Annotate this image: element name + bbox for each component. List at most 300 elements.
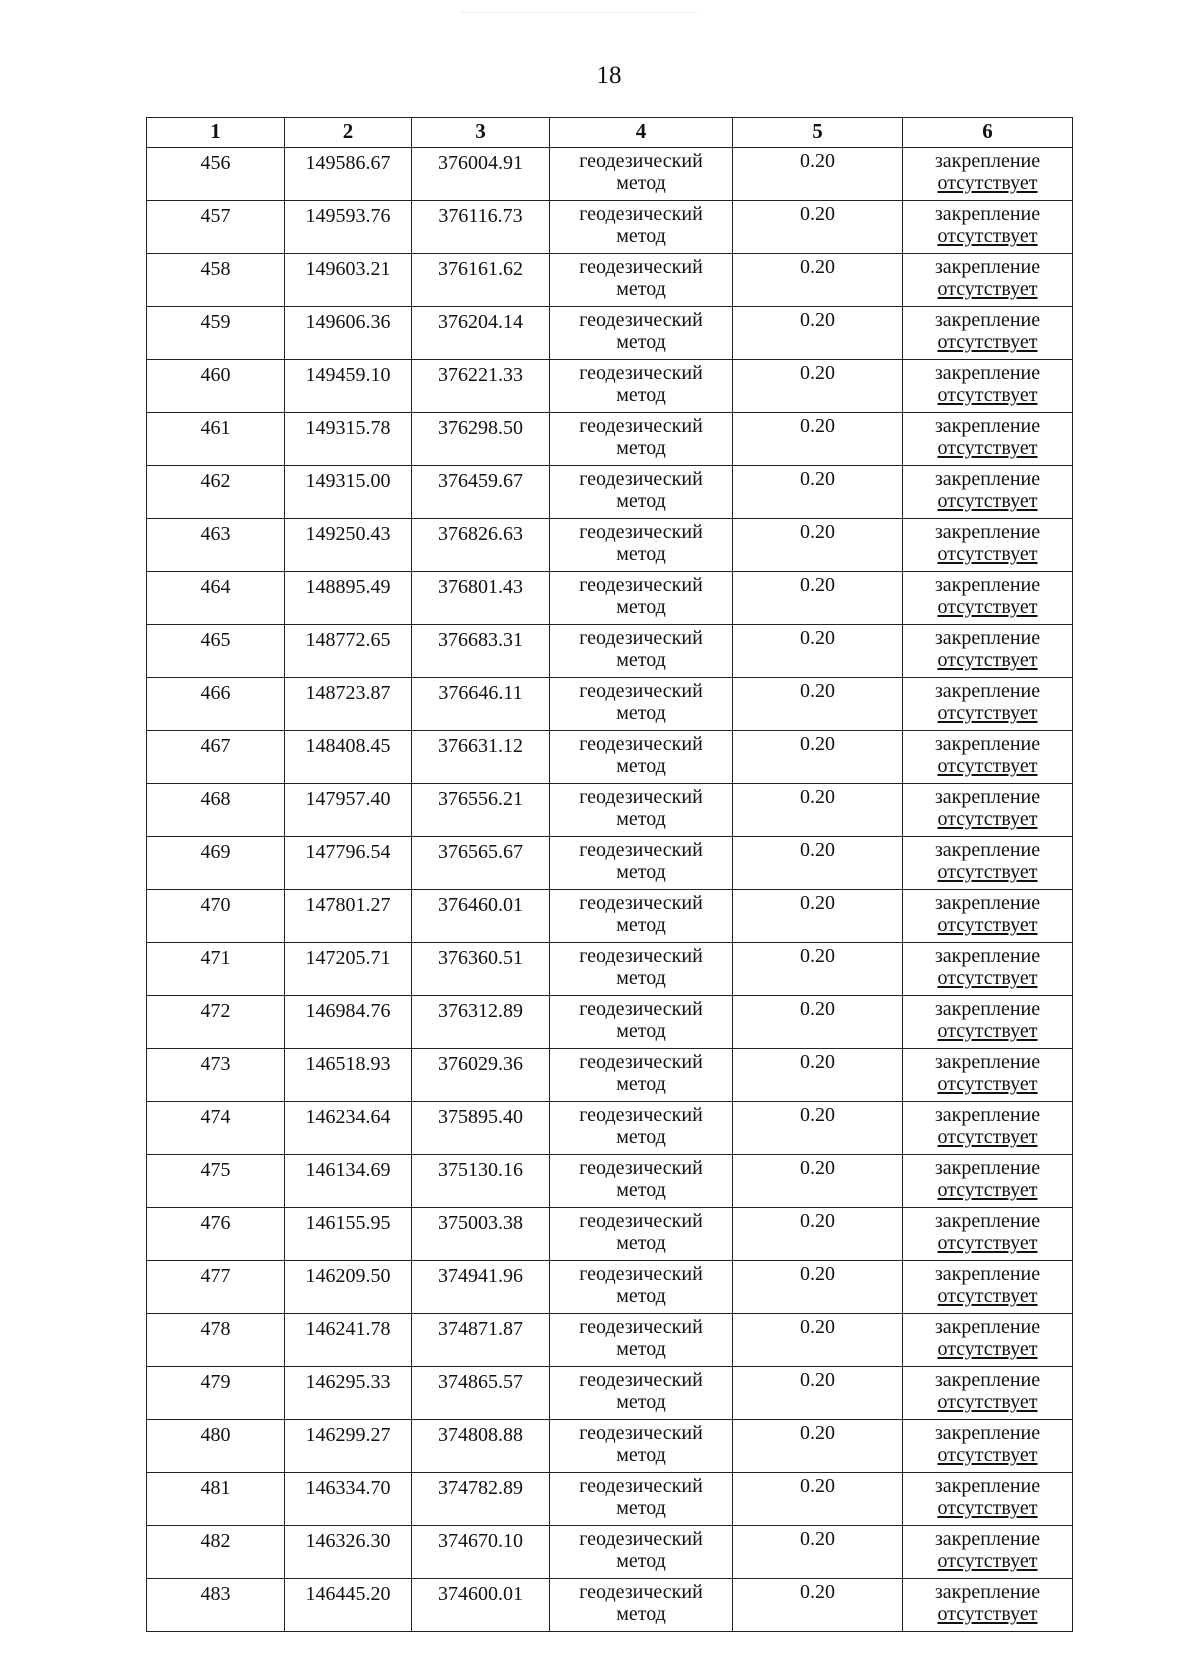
method-line-1: геодезический <box>579 945 703 967</box>
precision-cell: 0.20 <box>733 572 903 625</box>
x-coordinate-cell: 146518.93 <box>285 1049 412 1102</box>
column-header: 6 <box>903 118 1073 148</box>
fixation-line-1: закрепление <box>934 1157 1041 1179</box>
fixation-cell <box>903 254 1073 307</box>
method-cell <box>550 360 733 413</box>
method-line-2: метод <box>616 1020 666 1042</box>
fixation-line-2: отсутствует <box>937 225 1038 247</box>
coordinates-table <box>146 117 1073 1632</box>
method-line-1: геодезический <box>579 1316 703 1338</box>
method-cell <box>550 1261 733 1314</box>
method-line-2: метод <box>616 914 666 936</box>
precision-cell: 0.20 <box>733 837 903 890</box>
y-coordinate-cell: 375895.40 <box>412 1102 550 1155</box>
fixation-line-2: отсутствует <box>937 1179 1038 1201</box>
point-number-cell: 464 <box>147 572 285 625</box>
method-line-2: метод <box>616 225 666 247</box>
fixation-cell <box>903 466 1073 519</box>
x-coordinate-cell: 146209.50 <box>285 1261 412 1314</box>
y-coordinate-cell: 374865.57 <box>412 1367 550 1420</box>
y-coordinate-cell: 374782.89 <box>412 1473 550 1526</box>
x-coordinate-cell: 148408.45 <box>285 731 412 784</box>
point-number-cell: 465 <box>147 625 285 678</box>
fixation-line-1: закрепление <box>934 627 1041 649</box>
point-number-cell: 456 <box>147 148 285 201</box>
method-line-2: метод <box>616 490 666 512</box>
fixation-line-1: закрепление <box>934 203 1041 225</box>
method-line-2: метод <box>616 1444 666 1466</box>
precision-cell: 0.20 <box>733 996 903 1049</box>
point-number-cell: 480 <box>147 1420 285 1473</box>
precision-cell: 0.20 <box>733 784 903 837</box>
y-coordinate-cell: 374600.01 <box>412 1579 550 1632</box>
fixation-cell <box>903 1314 1073 1367</box>
point-number-cell: 473 <box>147 1049 285 1102</box>
fixation-line-2: отсутствует <box>937 596 1038 618</box>
y-coordinate-cell: 376312.89 <box>412 996 550 1049</box>
table-row <box>147 1367 1073 1420</box>
column-header: 4 <box>550 118 733 148</box>
table-row <box>147 731 1073 784</box>
y-coordinate-cell: 374808.88 <box>412 1420 550 1473</box>
fixation-line-1: закрепление <box>934 256 1041 278</box>
fixation-cell <box>903 519 1073 572</box>
fixation-line-1: закрепление <box>934 1422 1041 1444</box>
fixation-cell <box>903 360 1073 413</box>
x-coordinate-cell: 146326.30 <box>285 1526 412 1579</box>
method-line-1: геодезический <box>579 1263 703 1285</box>
table-row <box>147 1049 1073 1102</box>
method-line-2: метод <box>616 1232 666 1254</box>
table-row <box>147 1208 1073 1261</box>
fixation-cell <box>903 1367 1073 1420</box>
point-number-cell: 471 <box>147 943 285 996</box>
fixation-line-1: закрепление <box>934 786 1041 808</box>
fixation-line-2: отсутствует <box>937 437 1038 459</box>
method-line-1: геодезический <box>579 892 703 914</box>
precision-cell: 0.20 <box>733 890 903 943</box>
column-header: 1 <box>147 118 285 148</box>
method-cell <box>550 1208 733 1261</box>
method-line-2: метод <box>616 437 666 459</box>
method-cell <box>550 1473 733 1526</box>
precision-cell: 0.20 <box>733 1367 903 1420</box>
fixation-cell <box>903 625 1073 678</box>
precision-cell: 0.20 <box>733 678 903 731</box>
precision-cell: 0.20 <box>733 1049 903 1102</box>
method-line-1: геодезический <box>579 627 703 649</box>
table-row <box>147 572 1073 625</box>
fixation-line-1: закрепление <box>934 1104 1041 1126</box>
fixation-cell <box>903 1155 1073 1208</box>
fixation-line-2: отсутствует <box>937 1338 1038 1360</box>
table-row <box>147 1102 1073 1155</box>
precision-cell: 0.20 <box>733 1420 903 1473</box>
x-coordinate-cell: 148895.49 <box>285 572 412 625</box>
precision-cell: 0.20 <box>733 519 903 572</box>
column-header: 3 <box>412 118 550 148</box>
y-coordinate-cell: 376801.43 <box>412 572 550 625</box>
fixation-line-1: закрепление <box>934 998 1041 1020</box>
method-cell <box>550 254 733 307</box>
x-coordinate-cell: 146234.64 <box>285 1102 412 1155</box>
point-number-cell: 475 <box>147 1155 285 1208</box>
fixation-cell <box>903 890 1073 943</box>
fixation-line-1: закрепление <box>934 1475 1041 1497</box>
fixation-line-1: закрепление <box>934 415 1041 437</box>
x-coordinate-cell: 149315.00 <box>285 466 412 519</box>
method-line-1: геодезический <box>579 256 703 278</box>
y-coordinate-cell: 376360.51 <box>412 943 550 996</box>
table-row <box>147 413 1073 466</box>
precision-cell: 0.20 <box>733 254 903 307</box>
point-number-cell: 479 <box>147 1367 285 1420</box>
precision-cell: 0.20 <box>733 413 903 466</box>
fixation-line-2: отсутствует <box>937 1073 1038 1095</box>
method-line-2: метод <box>616 1550 666 1572</box>
fixation-cell <box>903 837 1073 890</box>
fixation-line-2: отсутствует <box>937 1497 1038 1519</box>
table-row <box>147 466 1073 519</box>
precision-cell: 0.20 <box>733 1102 903 1155</box>
fixation-line-2: отсутствует <box>937 172 1038 194</box>
fixation-line-2: отсутствует <box>937 1391 1038 1413</box>
table-header-row <box>147 118 1073 148</box>
method-line-2: метод <box>616 967 666 989</box>
method-line-1: геодезический <box>579 203 703 225</box>
fixation-cell <box>903 996 1073 1049</box>
method-cell <box>550 731 733 784</box>
fixation-line-1: закрепление <box>934 521 1041 543</box>
method-line-2: метод <box>616 702 666 724</box>
table-row <box>147 307 1073 360</box>
fixation-cell <box>903 572 1073 625</box>
fixation-cell <box>903 731 1073 784</box>
method-line-1: геодезический <box>579 1528 703 1550</box>
x-coordinate-cell: 149315.78 <box>285 413 412 466</box>
fixation-line-2: отсутствует <box>937 490 1038 512</box>
x-coordinate-cell: 147205.71 <box>285 943 412 996</box>
column-header: 2 <box>285 118 412 148</box>
table-row <box>147 678 1073 731</box>
precision-cell: 0.20 <box>733 943 903 996</box>
precision-cell: 0.20 <box>733 1579 903 1632</box>
fixation-cell <box>903 148 1073 201</box>
y-coordinate-cell: 376029.36 <box>412 1049 550 1102</box>
y-coordinate-cell: 374871.87 <box>412 1314 550 1367</box>
fixation-line-2: отсутствует <box>937 384 1038 406</box>
precision-cell: 0.20 <box>733 466 903 519</box>
method-line-1: геодезический <box>579 839 703 861</box>
y-coordinate-cell: 376631.12 <box>412 731 550 784</box>
precision-cell: 0.20 <box>733 731 903 784</box>
table-row <box>147 996 1073 1049</box>
method-cell <box>550 1579 733 1632</box>
y-coordinate-cell: 376683.31 <box>412 625 550 678</box>
method-cell <box>550 1155 733 1208</box>
y-coordinate-cell: 374941.96 <box>412 1261 550 1314</box>
x-coordinate-cell: 149250.43 <box>285 519 412 572</box>
table-row <box>147 1473 1073 1526</box>
method-line-2: метод <box>616 1285 666 1307</box>
fixation-line-1: закрепление <box>934 362 1041 384</box>
precision-cell: 0.20 <box>733 625 903 678</box>
fixation-line-1: закрепление <box>934 468 1041 490</box>
method-line-1: геодезический <box>579 309 703 331</box>
method-line-2: метод <box>616 543 666 565</box>
fixation-line-1: закрепление <box>934 1263 1041 1285</box>
method-line-1: геодезический <box>579 1210 703 1232</box>
table-row <box>147 1155 1073 1208</box>
fixation-line-2: отсутствует <box>937 1126 1038 1148</box>
precision-cell: 0.20 <box>733 1526 903 1579</box>
fixation-line-1: закрепление <box>934 1581 1041 1603</box>
fixation-line-1: закрепление <box>934 1051 1041 1073</box>
method-line-1: геодезический <box>579 468 703 490</box>
fixation-line-2: отсутствует <box>937 278 1038 300</box>
method-cell <box>550 678 733 731</box>
y-coordinate-cell: 376646.11 <box>412 678 550 731</box>
fixation-line-2: отсутствует <box>937 755 1038 777</box>
fixation-line-2: отсутствует <box>937 331 1038 353</box>
method-cell <box>550 1049 733 1102</box>
y-coordinate-cell: 376298.50 <box>412 413 550 466</box>
fixation-line-1: закрепление <box>934 1528 1041 1550</box>
fixation-line-1: закрепление <box>934 574 1041 596</box>
fixation-cell <box>903 1102 1073 1155</box>
method-line-1: геодезический <box>579 150 703 172</box>
table-row <box>147 519 1073 572</box>
method-cell <box>550 1314 733 1367</box>
y-coordinate-cell: 376221.33 <box>412 360 550 413</box>
method-cell <box>550 201 733 254</box>
x-coordinate-cell: 149603.21 <box>285 254 412 307</box>
point-number-cell: 462 <box>147 466 285 519</box>
fixation-line-1: закрепление <box>934 150 1041 172</box>
fixation-line-1: закрепление <box>934 1369 1041 1391</box>
y-coordinate-cell: 376204.14 <box>412 307 550 360</box>
method-line-2: метод <box>616 1497 666 1519</box>
fixation-line-2: отсутствует <box>937 543 1038 565</box>
point-number-cell: 478 <box>147 1314 285 1367</box>
column-header: 5 <box>733 118 903 148</box>
method-line-2: метод <box>616 649 666 671</box>
fixation-line-1: закрепление <box>934 1210 1041 1232</box>
table-row <box>147 148 1073 201</box>
x-coordinate-cell: 147796.54 <box>285 837 412 890</box>
fixation-line-1: закрепление <box>934 733 1041 755</box>
point-number-cell: 459 <box>147 307 285 360</box>
method-cell <box>550 625 733 678</box>
method-line-1: геодезический <box>579 1475 703 1497</box>
method-line-1: геодезический <box>579 998 703 1020</box>
y-coordinate-cell: 376161.62 <box>412 254 550 307</box>
fixation-line-2: отсутствует <box>937 1285 1038 1307</box>
table-row <box>147 1314 1073 1367</box>
method-line-2: метод <box>616 861 666 883</box>
fixation-cell <box>903 784 1073 837</box>
table-row <box>147 1579 1073 1632</box>
method-line-2: метод <box>616 808 666 830</box>
method-line-1: геодезический <box>579 521 703 543</box>
point-number-cell: 474 <box>147 1102 285 1155</box>
method-line-1: геодезический <box>579 1422 703 1444</box>
y-coordinate-cell: 376459.67 <box>412 466 550 519</box>
x-coordinate-cell: 146241.78 <box>285 1314 412 1367</box>
method-line-1: геодезический <box>579 362 703 384</box>
point-number-cell: 482 <box>147 1526 285 1579</box>
fixation-cell <box>903 1526 1073 1579</box>
y-coordinate-cell: 375003.38 <box>412 1208 550 1261</box>
fixation-cell <box>903 678 1073 731</box>
x-coordinate-cell: 147957.40 <box>285 784 412 837</box>
x-coordinate-cell: 149593.76 <box>285 201 412 254</box>
x-coordinate-cell: 149586.67 <box>285 148 412 201</box>
point-number-cell: 477 <box>147 1261 285 1314</box>
x-coordinate-cell: 148723.87 <box>285 678 412 731</box>
table-row <box>147 890 1073 943</box>
y-coordinate-cell: 375130.16 <box>412 1155 550 1208</box>
fixation-line-2: отсутствует <box>937 1232 1038 1254</box>
method-line-1: геодезический <box>579 1157 703 1179</box>
fixation-cell <box>903 943 1073 996</box>
point-number-cell: 467 <box>147 731 285 784</box>
fixation-line-2: отсутствует <box>937 808 1038 830</box>
x-coordinate-cell: 149606.36 <box>285 307 412 360</box>
fixation-cell <box>903 201 1073 254</box>
method-line-2: метод <box>616 755 666 777</box>
fixation-line-2: отсутствует <box>937 1444 1038 1466</box>
method-cell <box>550 784 733 837</box>
method-cell <box>550 1420 733 1473</box>
method-cell <box>550 943 733 996</box>
point-number-cell: 468 <box>147 784 285 837</box>
fixation-cell <box>903 1208 1073 1261</box>
fixation-line-1: закрепление <box>934 680 1041 702</box>
y-coordinate-cell: 376116.73 <box>412 201 550 254</box>
method-cell <box>550 1102 733 1155</box>
fixation-line-1: закрепление <box>934 839 1041 861</box>
x-coordinate-cell: 148772.65 <box>285 625 412 678</box>
method-cell <box>550 996 733 1049</box>
method-line-1: геодезический <box>579 786 703 808</box>
y-coordinate-cell: 376565.67 <box>412 837 550 890</box>
point-number-cell: 463 <box>147 519 285 572</box>
fixation-line-2: отсутствует <box>937 702 1038 724</box>
x-coordinate-cell: 146155.95 <box>285 1208 412 1261</box>
method-line-2: метод <box>616 331 666 353</box>
method-cell <box>550 572 733 625</box>
precision-cell: 0.20 <box>733 1155 903 1208</box>
method-line-1: геодезический <box>579 574 703 596</box>
table-row <box>147 625 1073 678</box>
method-line-2: метод <box>616 1073 666 1095</box>
fixation-line-2: отсутствует <box>937 967 1038 989</box>
point-number-cell: 481 <box>147 1473 285 1526</box>
fixation-cell <box>903 1579 1073 1632</box>
x-coordinate-cell: 146295.33 <box>285 1367 412 1420</box>
method-line-2: метод <box>616 1126 666 1148</box>
precision-cell: 0.20 <box>733 1208 903 1261</box>
point-number-cell: 483 <box>147 1579 285 1632</box>
fixation-cell <box>903 1473 1073 1526</box>
y-coordinate-cell: 376004.91 <box>412 148 550 201</box>
table-row <box>147 784 1073 837</box>
method-line-1: геодезический <box>579 1581 703 1603</box>
x-coordinate-cell: 146299.27 <box>285 1420 412 1473</box>
point-number-cell: 476 <box>147 1208 285 1261</box>
table-row <box>147 1261 1073 1314</box>
x-coordinate-cell: 149459.10 <box>285 360 412 413</box>
fixation-cell <box>903 1420 1073 1473</box>
method-line-2: метод <box>616 172 666 194</box>
fixation-line-2: отсутствует <box>937 1020 1038 1042</box>
precision-cell: 0.20 <box>733 1473 903 1526</box>
y-coordinate-cell: 376460.01 <box>412 890 550 943</box>
method-line-2: метод <box>616 384 666 406</box>
fixation-cell <box>903 413 1073 466</box>
point-number-cell: 470 <box>147 890 285 943</box>
table-row <box>147 254 1073 307</box>
point-number-cell: 461 <box>147 413 285 466</box>
fixation-cell <box>903 307 1073 360</box>
y-coordinate-cell: 376556.21 <box>412 784 550 837</box>
x-coordinate-cell: 146334.70 <box>285 1473 412 1526</box>
method-line-1: геодезический <box>579 1369 703 1391</box>
fixation-line-2: отсутствует <box>937 1603 1038 1625</box>
method-line-1: геодезический <box>579 415 703 437</box>
method-line-2: метод <box>616 1391 666 1413</box>
point-number-cell: 460 <box>147 360 285 413</box>
point-number-cell: 472 <box>147 996 285 1049</box>
method-line-2: метод <box>616 1603 666 1625</box>
precision-cell: 0.20 <box>733 360 903 413</box>
fixation-line-2: отсутствует <box>937 1550 1038 1572</box>
precision-cell: 0.20 <box>733 201 903 254</box>
precision-cell: 0.20 <box>733 148 903 201</box>
method-line-1: геодезический <box>579 733 703 755</box>
precision-cell: 0.20 <box>733 307 903 360</box>
fixation-line-2: отсутствует <box>937 861 1038 883</box>
fixation-line-1: закрепление <box>934 309 1041 331</box>
method-cell <box>550 519 733 572</box>
method-cell <box>550 837 733 890</box>
method-line-2: метод <box>616 596 666 618</box>
x-coordinate-cell: 146134.69 <box>285 1155 412 1208</box>
method-line-1: геодезический <box>579 680 703 702</box>
table-row <box>147 360 1073 413</box>
scan-artifact <box>460 12 700 43</box>
point-number-cell: 466 <box>147 678 285 731</box>
method-line-1: геодезический <box>579 1051 703 1073</box>
method-cell <box>550 307 733 360</box>
table-row <box>147 837 1073 890</box>
precision-cell: 0.20 <box>733 1261 903 1314</box>
fixation-cell <box>903 1049 1073 1102</box>
method-cell <box>550 413 733 466</box>
y-coordinate-cell: 374670.10 <box>412 1526 550 1579</box>
fixation-line-1: закрепление <box>934 945 1041 967</box>
point-number-cell: 457 <box>147 201 285 254</box>
table-row <box>147 201 1073 254</box>
precision-cell: 0.20 <box>733 1314 903 1367</box>
point-number-cell: 469 <box>147 837 285 890</box>
table-row <box>147 943 1073 996</box>
fixation-line-2: отсутствует <box>937 914 1038 936</box>
method-cell <box>550 148 733 201</box>
page-number: 18 <box>596 62 622 89</box>
point-number-cell: 458 <box>147 254 285 307</box>
